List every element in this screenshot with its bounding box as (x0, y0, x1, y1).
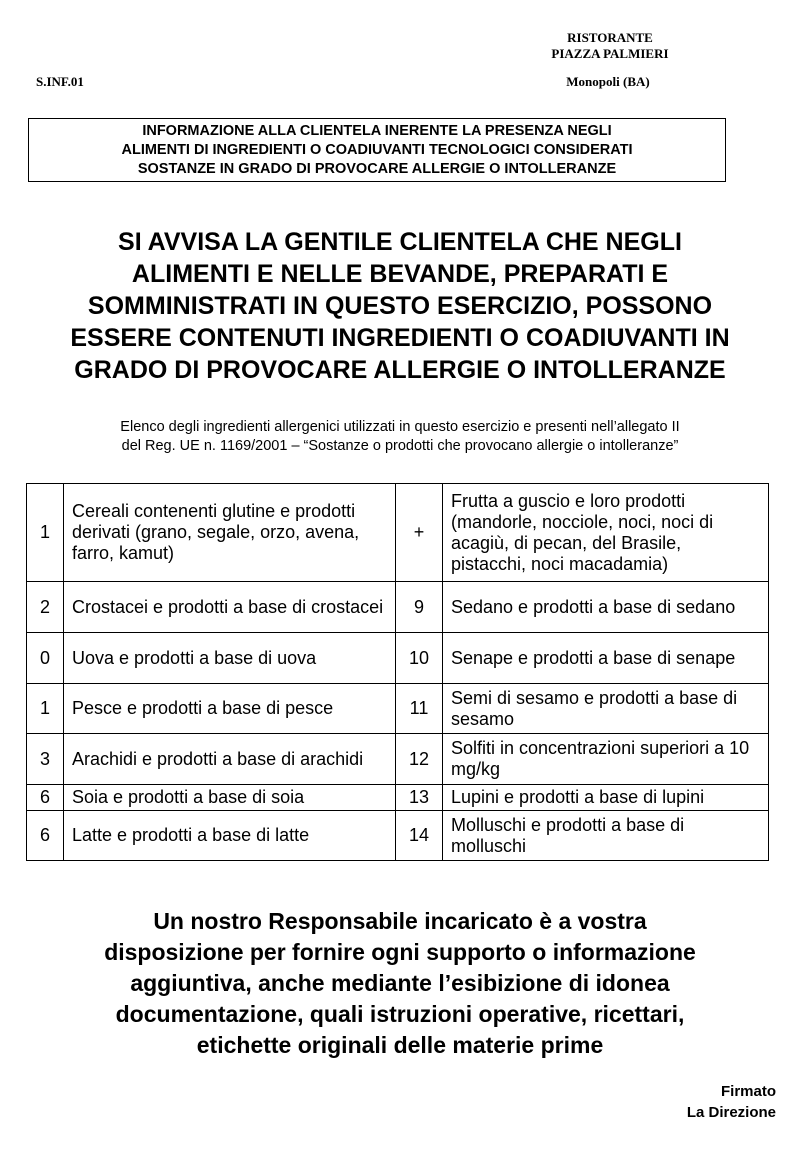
allergen-left-label: Latte e prodotti a base di latte (64, 811, 396, 861)
regulation-note-line1: Elenco degli ingredienti allergenici utilizzati in questo esercizio e presenti nell’allegato II (120, 419, 680, 435)
info-box-line1: INFORMAZIONE ALLA CLIENTELA INERENTE LA PRESENZA NEGLI (142, 123, 612, 139)
allergen-table (26, 483, 769, 861)
regulation-note-line2: del Reg. UE n. 1169/2001 – “Sostanze o prodotti che provocano allergie o intolleranze” (121, 438, 679, 454)
allergen-left-number: 1 (27, 684, 64, 734)
allergen-left-label: Pesce e prodotti a base di pesce (64, 684, 396, 734)
signature-line2: La Direzione (686, 1104, 776, 1121)
table-row (27, 734, 769, 785)
warning-line5: GRADO DI PROVOCARE ALLERGIE O INTOLLERANZE (74, 356, 726, 384)
allergen-left-label: Uova e prodotti a base di uova (64, 633, 396, 684)
table-row (27, 785, 769, 811)
allergen-left-label: Cereali contenenti glutine e prodotti derivati (grano, segale, orzo, avena, farro, kamut) (64, 484, 396, 582)
support-line3: aggiuntiva, anche mediante l’esibizione di idonea (130, 970, 670, 996)
allergen-right-label: Molluschi e prodotti a base di molluschi (443, 811, 769, 861)
allergen-right-label: Senape e prodotti a base di senape (443, 633, 769, 684)
allergen-left-number: 6 (27, 811, 64, 861)
warning-line2: ALIMENTI E NELLE BEVANDE, PREPARATI E (131, 260, 669, 288)
allergen-right-number: 11 (396, 684, 443, 734)
support-line4: documentazione, quali istruzioni operative, ricettari, (115, 1001, 685, 1027)
signature-line1: Firmato (720, 1083, 776, 1100)
regulation-note (20, 418, 780, 456)
restaurant-city: Monopoli (BA) (566, 74, 650, 89)
allergen-left-number: 6 (27, 785, 64, 811)
support-line5: etichette originali delle materie prime (196, 1032, 604, 1058)
allergy-warning (20, 226, 780, 386)
allergen-right-label: Lupini e prodotti a base di lupini (443, 785, 769, 811)
table-row (27, 684, 769, 734)
info-box-line2: ALIMENTI DI INGREDIENTI O COADIUVANTI TECNOLOGICI CONSIDERATI (121, 142, 633, 158)
table-row (27, 811, 769, 861)
allergen-left-label: Arachidi e prodotti a base di arachidi (64, 734, 396, 785)
allergen-right-label: Solfiti in concentrazioni superiori a 10 mg/kg (443, 734, 769, 785)
info-box-line3: SOSTANZE IN GRADO DI PROVOCARE ALLERGIE O INTOLLERANZE (137, 161, 617, 177)
support-line2: disposizione per fornire ogni supporto o informazione (104, 939, 696, 965)
allergen-right-number: 9 (396, 582, 443, 633)
restaurant-name (535, 30, 685, 62)
allergen-left-label: Crostacei e prodotti a base di crostacei (64, 582, 396, 633)
allergen-right-number: 14 (396, 811, 443, 861)
allergen-right-number: 12 (396, 734, 443, 785)
support-notice (20, 906, 780, 1061)
table-row (27, 633, 769, 684)
warning-line3: SOMMINISTRATI IN QUESTO ESERCIZIO, POSSONO (87, 292, 713, 320)
allergen-right-label: Sedano e prodotti a base di sedano (443, 582, 769, 633)
allergen-right-number: + (396, 484, 443, 582)
info-box (28, 118, 726, 182)
restaurant-name-line1: RISTORANTE (567, 30, 653, 45)
warning-line4: ESSERE CONTENUTI INGREDIENTI O COADIUVANTI IN (70, 324, 730, 352)
allergen-left-label: Soia e prodotti a base di soia (64, 785, 396, 811)
allergen-left-number: 0 (27, 633, 64, 684)
document-code: S.INF.01 (36, 74, 84, 89)
allergen-right-number: 13 (396, 785, 443, 811)
support-line1: Un nostro Responsabile incaricato è a vostra (153, 908, 647, 934)
allergen-left-number: 2 (27, 582, 64, 633)
signature (600, 1081, 776, 1123)
allergen-left-number: 1 (27, 484, 64, 582)
warning-line1: SI AVVISA LA GENTILE CLIENTELA CHE NEGLI (118, 228, 682, 256)
restaurant-name-line2: PIAZZA PALMIERI (551, 46, 669, 61)
allergen-right-label: Semi di sesamo e prodotti a base di sesamo (443, 684, 769, 734)
table-row (27, 582, 769, 633)
allergen-right-number: 10 (396, 633, 443, 684)
allergen-left-number: 3 (27, 734, 64, 785)
table-row (27, 484, 769, 582)
allergen-right-label: Frutta a guscio e loro prodotti (mandorle, nocciole, noci, noci di acagiù, di pecan, del Brasile, pistacchi, noci macadamia) (443, 484, 769, 582)
